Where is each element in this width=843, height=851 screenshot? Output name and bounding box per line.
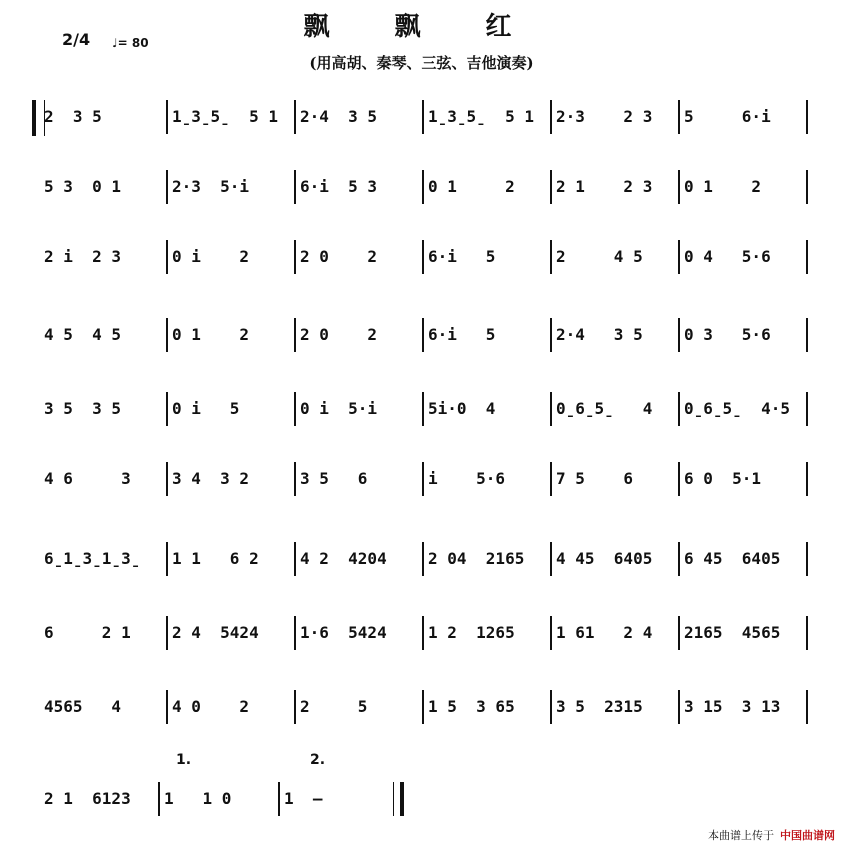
measure: 0 1 2 <box>428 177 515 196</box>
measure: 0̱6̱5̱ 4·5 <box>684 399 790 418</box>
first-ending: 1. <box>176 752 192 768</box>
measure: 0̱6̱5̱ 4 <box>556 399 653 418</box>
measure-group <box>38 469 808 488</box>
measure: 3 5 6 <box>300 469 368 488</box>
measure: 4 0 2 <box>172 697 250 716</box>
measure: 2 4 5424 <box>172 623 259 642</box>
measure: 1 2 1265 <box>428 623 515 642</box>
measure: 5 6·i <box>684 107 771 126</box>
measure: 1 1 6 2 <box>172 549 259 568</box>
measure: 2·3 5·i <box>172 177 250 196</box>
score-row <box>38 462 808 512</box>
footer-text: 本曲谱上传于 <box>708 829 774 842</box>
measure: 1̱3̱5̱ 5 1 <box>172 107 278 126</box>
score-row <box>38 240 808 290</box>
score-row <box>38 170 808 220</box>
measure: 6 2 1 <box>44 623 131 642</box>
measure: 2·4 3 5 <box>300 107 378 126</box>
page-title: 飘 飘 红 <box>303 12 540 42</box>
measure: 0 4 5·6 <box>684 247 771 266</box>
score-row <box>38 318 808 368</box>
measure: 6·i 5 <box>428 247 496 266</box>
measure: 2·3 2 3 <box>556 107 653 126</box>
measure-group <box>38 107 808 126</box>
measure: 4 5 4 5 <box>44 325 122 344</box>
measure: 4565 4 <box>44 697 122 716</box>
score-row <box>38 542 808 592</box>
measure: 2 1 2 3 <box>556 177 653 196</box>
score-row <box>38 100 808 150</box>
measure: 2 3 5 <box>44 107 102 126</box>
score-row <box>38 392 808 442</box>
measure: 0 i 2 <box>172 247 250 266</box>
measure: i 5·6 <box>428 469 506 488</box>
measure-group <box>38 247 808 266</box>
measure-group <box>38 623 808 642</box>
second-ending: 2. <box>310 752 326 768</box>
measure-group <box>38 399 808 418</box>
measure: 2 0 2 <box>300 325 378 344</box>
measure: 6̱1̱3̱1̱3̱ <box>44 549 141 568</box>
measure: 5i·0 4 <box>428 399 496 418</box>
measure: 1 — <box>284 789 323 808</box>
measure: 6·i 5 3 <box>300 177 378 196</box>
measure: 2 04 2165 <box>428 549 525 568</box>
measure: 2 0 2 <box>300 247 378 266</box>
site-logo[interactable]: 中国曲谱网 <box>780 829 835 842</box>
footer <box>708 827 835 843</box>
subtitle: (用高胡、秦琴、三弦、吉他演奏) <box>309 54 534 72</box>
measure-group <box>38 549 808 568</box>
measure: 4 45 6405 <box>556 549 653 568</box>
measure: 3 4 3 2 <box>172 469 250 488</box>
measure: 2 i 2 3 <box>44 247 122 266</box>
measure: 0 i 5·i <box>300 399 378 418</box>
measure: 3 5 3 5 <box>44 399 122 418</box>
measure: 2 1 6123 <box>44 789 131 808</box>
measure-group <box>38 789 808 808</box>
measure: 1 61 2 4 <box>556 623 653 642</box>
measure-group <box>38 177 808 196</box>
measure: 1 1 0 <box>164 789 232 808</box>
measure: 2 4 5 <box>556 247 643 266</box>
measure: 0 1 2 <box>172 325 250 344</box>
measure: 3 15 3 13 <box>684 697 781 716</box>
measure: 2165 4565 <box>684 623 781 642</box>
measure: 6·i 5 <box>428 325 496 344</box>
score-row <box>38 616 808 666</box>
measure: 0 1 2 <box>684 177 762 196</box>
tempo-marking: ♩= 80 <box>112 36 149 50</box>
time-signature: 2/4 <box>62 30 91 49</box>
measure-group <box>38 697 808 716</box>
measure: 4 2 4204 <box>300 549 387 568</box>
measure: 1 5 3 65 <box>428 697 515 716</box>
score-row <box>38 690 808 740</box>
measure: 6 45 6405 <box>684 549 781 568</box>
measure: 4 6 3 <box>44 469 131 488</box>
measure: 2·4 3 5 <box>556 325 643 344</box>
measure: 6 0 5·1 <box>684 469 762 488</box>
measure: 1̱3̱5̱ 5 1 <box>428 107 534 126</box>
measure: 1·6 5424 <box>300 623 387 642</box>
final-barline <box>393 782 404 816</box>
measure: 0 3 5·6 <box>684 325 771 344</box>
score-row <box>38 782 808 832</box>
measure: 7 5 6 <box>556 469 634 488</box>
measure-group <box>38 325 808 344</box>
measure: 5 3 0 1 <box>44 177 122 196</box>
measure: 0 i 5 <box>172 399 240 418</box>
measure: 3 5 2315 <box>556 697 643 716</box>
measure: 2 5 <box>300 697 368 716</box>
